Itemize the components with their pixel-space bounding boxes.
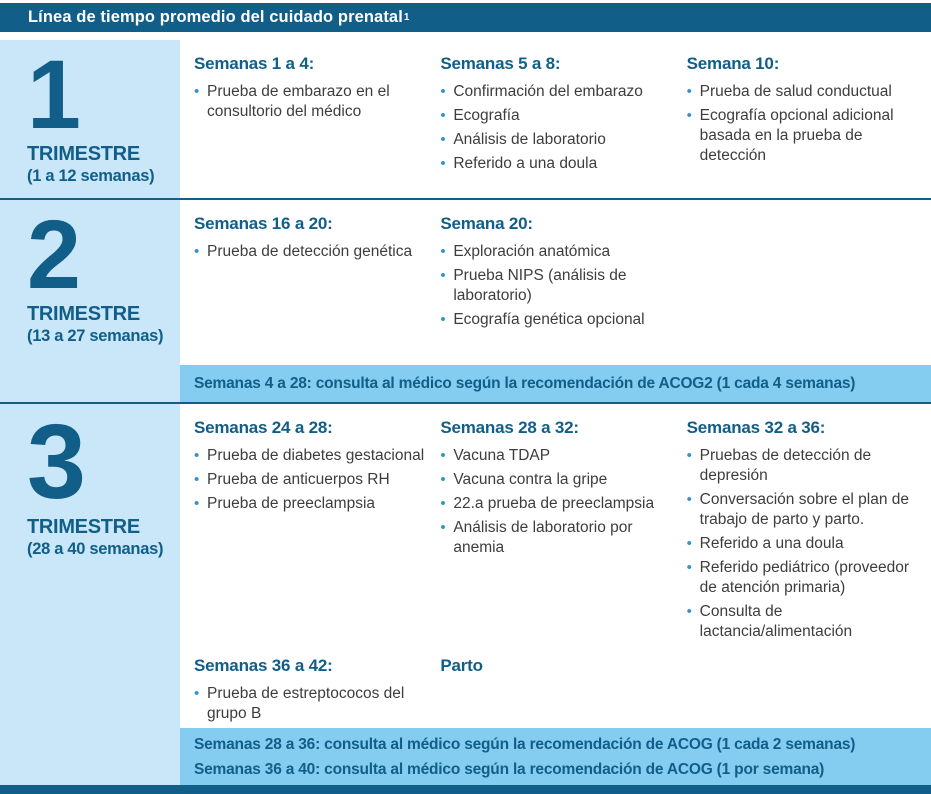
milestone-text: Análisis de laboratorio <box>453 131 606 148</box>
trimester-3-number: 3 <box>27 403 84 521</box>
bullet-icon <box>194 494 199 514</box>
list-item <box>687 82 923 102</box>
trimester-3-label: TRIMESTRE <box>27 515 140 538</box>
milestone-column <box>440 54 676 178</box>
trimester-1-content <box>180 40 931 198</box>
list-item <box>194 446 430 466</box>
list-item <box>440 242 676 262</box>
trimester-1-label: TRIMESTRE <box>27 143 140 166</box>
trimester-2-content <box>180 200 931 402</box>
acog-consultation-banner <box>180 728 931 785</box>
list-item <box>194 82 430 122</box>
milestone-list <box>194 446 430 514</box>
milestone-column <box>440 214 676 334</box>
acog-consultation-banner <box>180 365 931 402</box>
milestone-column <box>687 54 923 178</box>
bullet-icon <box>687 534 692 554</box>
milestone-text: Prueba NIPS (análisis de laboratorio) <box>453 267 627 304</box>
milestone-text: Referido a una doula <box>453 155 598 172</box>
list-item <box>440 130 676 150</box>
milestone-column-empty <box>687 214 923 334</box>
bullet-icon <box>194 446 199 466</box>
column-heading: Semanas 24 a 28: <box>194 418 333 437</box>
bullet-icon <box>440 154 445 174</box>
bullet-icon <box>194 684 199 704</box>
trimester-2-number: 2 <box>27 200 79 309</box>
list-item <box>687 534 923 554</box>
milestone-list <box>440 82 676 174</box>
bullet-icon <box>194 242 199 262</box>
milestone-column <box>194 54 430 178</box>
milestone-text: Prueba de detección genética <box>207 243 413 260</box>
milestone-text: Exploración anatómica <box>453 243 611 260</box>
list-item <box>194 494 430 514</box>
milestone-text: Prueba de preeclampsia <box>207 495 376 512</box>
bullet-icon <box>440 446 445 466</box>
banner-line: Semanas 36 a 40: consulta al médico según la recomendación de ACOG (1 por semana) <box>194 760 825 778</box>
column-heading: Semanas 28 a 32: <box>440 418 579 437</box>
list-item <box>440 446 676 466</box>
milestone-column <box>194 418 430 646</box>
milestone-text: Consulta de lactancia/alimentación <box>699 603 853 640</box>
milestone-text: 22.a prueba de preeclampsia <box>453 495 655 512</box>
milestone-list <box>687 446 923 642</box>
trimester-2-label: TRIMESTRE <box>27 303 140 326</box>
milestone-text: Ecografía genética opcional <box>453 311 645 328</box>
bullet-icon <box>440 470 445 490</box>
milestone-text: Prueba de anticuerpos RH <box>207 471 390 488</box>
milestone-text: Vacuna contra la gripe <box>453 471 608 488</box>
column-heading: Semanas 1 a 4: <box>194 54 315 73</box>
trimester-3-columns <box>180 418 931 646</box>
bullet-icon <box>440 266 445 286</box>
header-bar <box>0 3 931 32</box>
list-item <box>440 310 676 330</box>
bullet-icon <box>440 130 445 150</box>
bullet-icon <box>687 602 692 622</box>
bullet-icon <box>440 82 445 102</box>
milestone-list <box>687 82 923 166</box>
bullet-icon <box>440 106 445 126</box>
column-heading: Semana 20: <box>440 214 533 233</box>
trimester-3-range: (28 a 40 semanas) <box>27 539 164 558</box>
bullet-icon <box>440 518 445 538</box>
column-heading: Semanas 16 a 20: <box>194 214 333 233</box>
milestone-text: Análisis de laboratorio por anemia <box>453 519 633 556</box>
trimester-3-panel <box>0 404 180 785</box>
list-item <box>687 106 923 166</box>
list-item <box>440 518 676 558</box>
trimester-1-columns <box>180 54 931 178</box>
list-item <box>687 446 923 486</box>
list-item <box>194 684 430 724</box>
trimester-1-number: 1 <box>27 40 79 149</box>
milestone-text: Prueba de embarazo en el consultorio del médico <box>207 83 390 120</box>
bullet-icon <box>687 82 692 102</box>
bullet-icon <box>440 494 445 514</box>
list-item <box>440 154 676 174</box>
milestone-list <box>194 242 430 262</box>
list-item <box>687 558 923 598</box>
list-item <box>687 602 923 642</box>
page-title: Línea de tiempo promedio del cuidado prenatal <box>28 8 403 26</box>
list-item <box>440 82 676 102</box>
milestone-text: Ecografía <box>453 107 520 124</box>
list-item <box>194 470 430 490</box>
milestone-text: Confirmación del embarazo <box>453 83 643 100</box>
bullet-icon <box>687 446 692 466</box>
footnote-marker: 1 <box>403 12 410 23</box>
column-heading: Semana 10: <box>686 54 780 73</box>
milestone-text: Conversación sobre el plan de trabajo de parto y parto. <box>699 491 910 528</box>
column-heading: Parto <box>440 656 483 675</box>
list-item <box>687 490 923 530</box>
list-item <box>194 242 430 262</box>
trimester-3-columns-row2 <box>180 656 931 728</box>
bullet-icon <box>440 242 445 262</box>
trimester-2-columns <box>180 214 931 334</box>
milestone-text: Referido pediátrico (proveedor de atención primaria) <box>699 559 910 596</box>
milestone-text: Ecografía opcional adicional basada en la prueba de detección <box>699 107 894 164</box>
milestone-list <box>440 446 676 558</box>
banner-line: Semanas 4 a 28: consulta al médico según la recomendación de ACOG2 (1 cada 4 semanas) <box>194 375 856 392</box>
column-heading: Semanas 5 a 8: <box>440 54 561 73</box>
banner-line: Semanas 28 a 36: consulta al médico según la recomendación de ACOG (1 cada 2 semanas) <box>194 735 856 753</box>
milestone-list <box>194 684 430 724</box>
milestone-text: Vacuna TDAP <box>453 447 551 464</box>
milestone-column <box>687 418 923 646</box>
list-item <box>440 494 676 514</box>
trimester-3-row <box>0 404 931 785</box>
milestone-column <box>194 214 430 334</box>
milestone-text: Prueba de diabetes gestacional <box>207 447 425 464</box>
milestone-column <box>440 656 676 728</box>
bullet-icon <box>194 470 199 490</box>
milestone-column <box>440 418 676 646</box>
milestone-column <box>194 656 430 728</box>
list-item <box>440 470 676 490</box>
milestone-list <box>194 82 430 122</box>
header-gap <box>0 32 931 40</box>
trimester-2-row <box>0 200 931 404</box>
milestone-list <box>440 242 676 330</box>
trimester-1-panel <box>0 40 180 198</box>
column-heading: Semanas 36 a 42: <box>194 656 333 675</box>
column-heading: Semanas 32 a 36: <box>686 418 826 437</box>
milestone-text: Referido a una doula <box>699 535 844 552</box>
list-item <box>440 106 676 126</box>
bullet-icon <box>687 558 692 578</box>
milestone-column-empty <box>687 656 923 728</box>
trimester-1-range: (1 a 12 semanas) <box>27 167 155 186</box>
footer-strip <box>0 785 931 794</box>
bullet-icon <box>687 106 692 126</box>
trimester-2-panel <box>0 200 180 402</box>
trimester-2-range: (13 a 27 semanas) <box>27 327 164 346</box>
trimester-3-content <box>180 404 931 785</box>
bullet-icon <box>194 82 199 102</box>
milestone-text: Prueba de salud conductual <box>699 83 892 100</box>
bullet-icon <box>440 310 445 330</box>
milestone-text: Pruebas de detección de depresión <box>699 447 872 484</box>
trimester-1-row <box>0 40 931 200</box>
bullet-icon <box>687 490 692 510</box>
list-item <box>440 266 676 306</box>
milestone-text: Prueba de estreptococos del grupo B <box>207 685 405 722</box>
